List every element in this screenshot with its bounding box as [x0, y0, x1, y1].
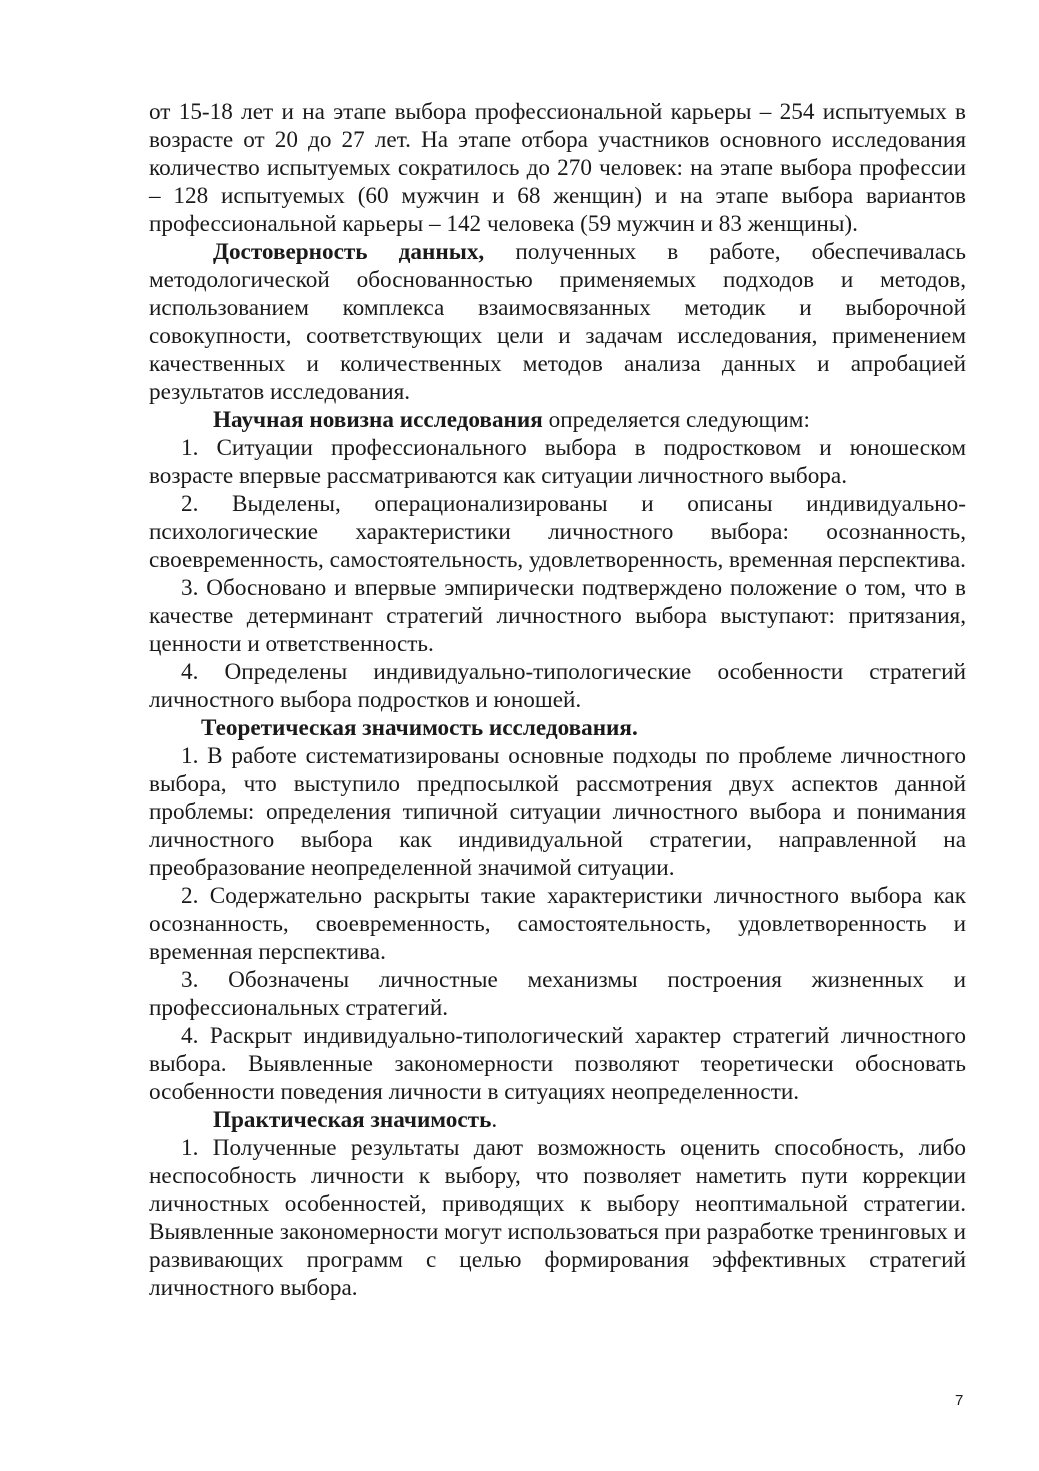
paragraph-novelty-heading	[149, 406, 966, 434]
reliability-heading: Достоверность данных,	[213, 239, 485, 265]
novelty-heading: Научная новизна исследования	[213, 407, 543, 433]
theory-item: 4. Раскрыт индивидуально-типологический характер стратегий личностного выбора. Выявленные закономерности позволяют теоретически обосновать особенности поведения личности в ситуациях неопределенности.	[149, 1023, 966, 1105]
practice-heading: Практическая значимость	[213, 1107, 492, 1133]
document-page	[149, 98, 966, 1302]
novelty-item: 2. Выделены, операционализированы и описаны индивидуально-психологические характеристики личностного выбора: осознанность, своевременность, самостоятельность, удовлетворенность, временная перспектива.	[149, 491, 966, 573]
novelty-item: 1. Ситуации профессионального выбора в подростковом и юношеском возрасте впервые рассматриваются как ситуации личностного выбора.	[149, 435, 966, 489]
novelty-intro: определяется следующим:	[542, 407, 810, 433]
reliability-text: полученных в работе, обеспечивалась методологической обоснованностью применяемых подходов и методов, использованием комплекса взаимосвязанных методик и выборочной совокупности, соответствующих цели и задачам исследования, применением качественных и количественных методов анализа данных и апробацией результатов исследования.	[149, 239, 966, 405]
paragraph-practice-heading	[149, 1106, 966, 1134]
theory-heading: Теоретическая значимость исследования.	[201, 715, 638, 741]
paragraph-sample-description: от 15-18 лет и на этапе выбора профессиональной карьеры – 254 испытуемых в возрасте от 20 до 27 лет. На этапе отбора участников основного исследования количество испытуемых сократилось до 270 человек: на этапе выбора профессии – 128 испытуемых (60 мужчин и 68 женщин) и на этапе выбора вариантов профессиональной карьеры – 142 человека (59 мужчин и 83 женщины).	[149, 99, 966, 237]
page-number: 7	[955, 1392, 964, 1409]
practice-heading-dot: .	[491, 1107, 498, 1133]
novelty-item: 3. Обосновано и впервые эмпирически подтверждено положение о том, что в качестве детерминант стратегий личностного выбора выступают: притязания, ценности и ответственность.	[149, 575, 966, 657]
theory-item: 3. Обозначены личностные механизмы построения жизненных и профессиональных стратегий.	[149, 967, 966, 1021]
theory-item: 1. В работе систематизированы основные подходы по проблеме личностного выбора, что выступило предпосылкой рассмотрения двух аспектов данной проблемы: определения типичной ситуации личностного выбора и понимания личностного выбора как индивидуальной стратегии, направленной на преобразование неопределенной значимой ситуации.	[149, 743, 966, 881]
novelty-item: 4. Определены индивидуально-типологические особенности стратегий личностного выбора подростков и юношей.	[149, 659, 966, 713]
paragraph-reliability	[149, 238, 966, 406]
theory-item: 2. Содержательно раскрыты такие характеристики личностного выбора как осознанность, своевременность, самостоятельность, удовлетворенность и временная перспектива.	[149, 883, 966, 965]
practice-item: 1. Полученные результаты дают возможность оценить способность, либо неспособность личности к выбору, что позволяет наметить пути коррекции личностных особенностей, приводящих к выбору неоптимальной стратегии. Выявленные закономерности могут использоваться при разработке тренинговых и развивающих программ с целью формирования эффективных стратегий личностного выбора.	[149, 1135, 966, 1301]
